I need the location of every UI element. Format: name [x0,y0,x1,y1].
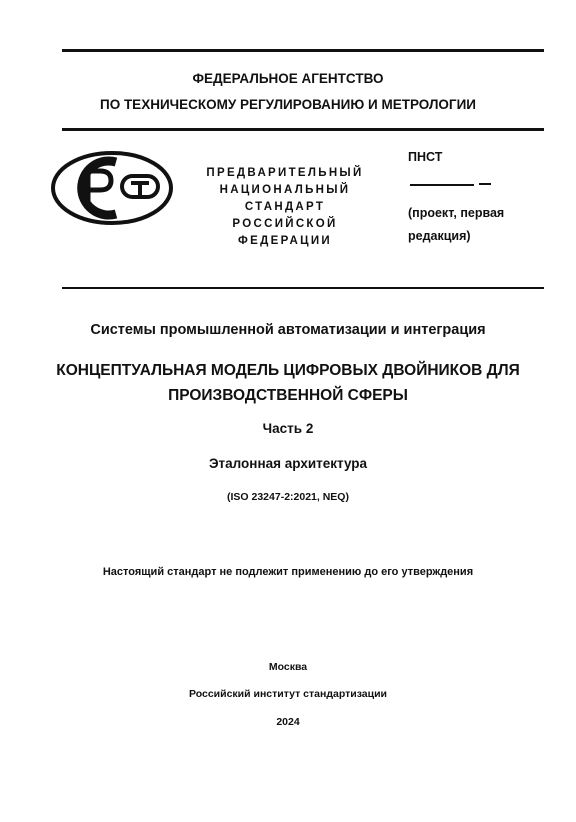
standard-main-title [0,358,576,408]
project-status [408,202,504,248]
standard-type-line: РОССИЙСКОЙ [232,218,338,230]
publication-city: Москва [268,661,308,673]
agency-name-line-2: ПО ТЕХНИЧЕСКОМУ РЕГУЛИРОВАНИЮ И МЕТРОЛОГИИ [99,97,476,112]
top-rule [62,49,544,52]
standard-type-line: ПРЕДВАРИТЕЛЬНЫЙ [206,167,364,179]
part-title: Эталонная архитектура [208,456,368,471]
standard-type-line: СТАНДАРТ [244,201,326,213]
publication-year: 2024 [276,716,300,728]
standard-type-line: ФЕДЕРАЦИИ [238,235,332,247]
block-rule [62,287,544,289]
approval-notice: Настоящий стандарт не подлежит применению до его утверждения [102,566,474,578]
project-status-line-1: (проект, первая [408,206,505,220]
standard-number-blank [410,184,474,186]
standard-number-dash [479,183,491,185]
main-title-line-2: ПРОИЗВОДСТВЕННОЙ СФЕРЫ [168,387,408,404]
project-status-line-2: редакция) [408,229,471,243]
publisher-name: Российский институт стандартизации [188,688,388,700]
standard-series-title: Системы промышленной автоматизации и интеграция [90,322,486,338]
standard-designation: ПНСТ [408,150,443,164]
standard-type [196,165,374,250]
iso-reference: (ISO 23247-2:2021, NEQ) [227,491,349,503]
standard-type-line: НАЦИОНАЛЬНЫЙ [219,184,351,196]
agency-name-line-1: ФЕДЕРАЛЬНОЕ АГЕНТСТВО [192,71,384,86]
main-title-line-1: КОНЦЕПТУАЛЬНАЯ МОДЕЛЬ ЦИФРОВЫХ ДВОЙНИКОВ ДЛЯ [56,362,520,379]
rst-logo-icon [50,150,174,226]
part-number: Часть 2 [262,421,314,436]
header-rule [62,128,544,131]
